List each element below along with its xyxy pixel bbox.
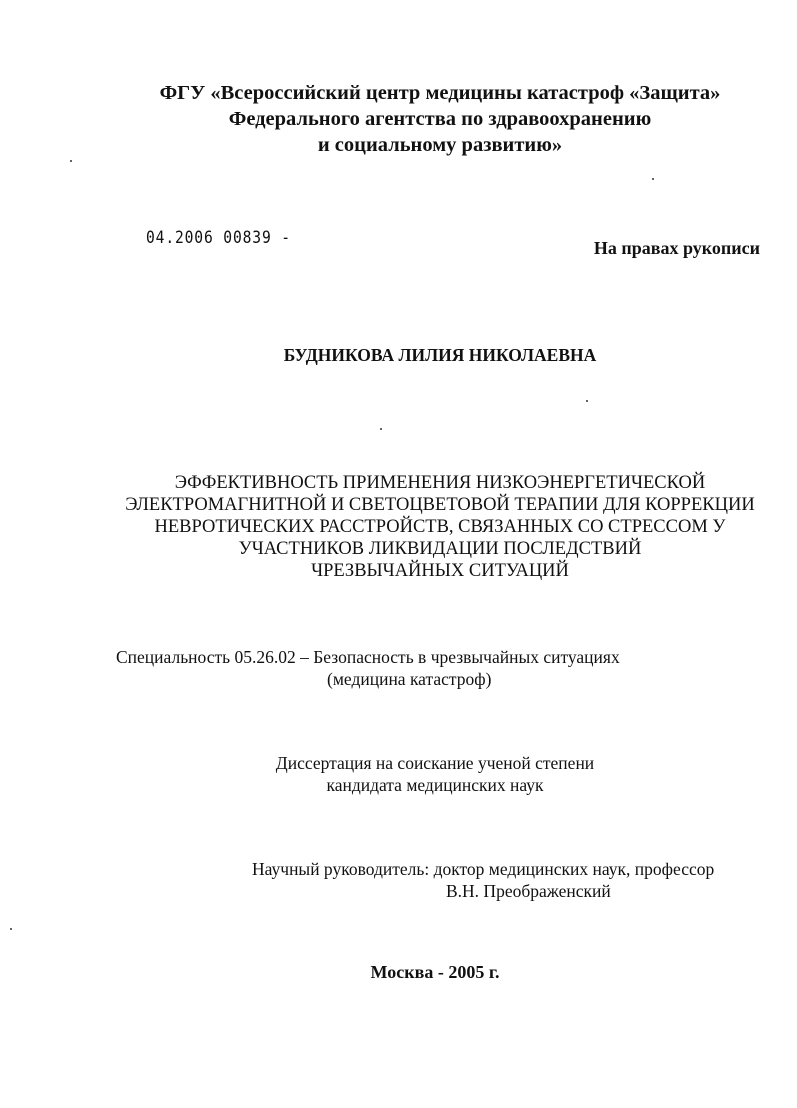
dissertation-note [200, 752, 670, 796]
title-line: НЕВРОТИЧЕСКИХ РАССТРОЙСТВ, СВЯЗАННЫХ СО СТРЕССОМ У [154, 517, 726, 537]
scan-speck [70, 160, 72, 162]
scan-speck [380, 428, 382, 430]
rights-note: На правах рукописи [593, 238, 760, 258]
advisor-line-1: Научный руководитель: доктор медицинских наук, профессор [252, 859, 715, 879]
organization-line-3: и социальному развитию» [317, 134, 563, 156]
scan-speck [586, 400, 588, 402]
dissertation-line-1: Диссертация на соискание ученой степени [275, 753, 595, 773]
scan-speck [10, 928, 12, 930]
title-line: ЭЛЕКТРОМАГНИТНОЙ И СВЕТОЦВЕТОВОЙ ТЕРАПИИ ДЛЯ КОРРЕКЦИИ [125, 495, 755, 515]
specialty [100, 646, 797, 690]
author-name: БУДНИКОВА ЛИЛИЯ НИКОЛАЕВНА [283, 345, 597, 365]
title-line: УЧАСТНИКОВ ЛИКВИДАЦИИ ПОСЛЕДСТВИЙ [238, 539, 642, 559]
organization-line-1: ФГУ «Всероссийский центр медицины катастроф «Защита» [159, 82, 721, 104]
specialty-line-2: (медицина катастроф) [327, 669, 492, 689]
organization-header [100, 80, 780, 158]
thesis-title [90, 472, 790, 582]
scientific-advisor [200, 858, 780, 902]
registration-stamp: 04.2006 00839 - [146, 228, 291, 248]
scan-speck [652, 178, 654, 180]
dissertation-line-2: кандидата медицинских наук [326, 775, 544, 795]
city-year: Москва - 2005 г. [370, 962, 500, 982]
specialty-line-1: Специальность 05.26.02 – Безопасность в чрезвычайных ситуациях [116, 647, 620, 667]
title-line: ЭФФЕКТИВНОСТЬ ПРИМЕНЕНИЯ НИЗКОЭНЕРГЕТИЧЕСКОЙ [174, 473, 706, 493]
advisor-line-2: В.Н. Преображенский [446, 881, 611, 901]
title-line: ЧРЕЗВЫЧАЙНЫХ СИТУАЦИЙ [311, 561, 569, 581]
organization-line-2: Федерального агентства по здравоохранению [228, 108, 652, 130]
